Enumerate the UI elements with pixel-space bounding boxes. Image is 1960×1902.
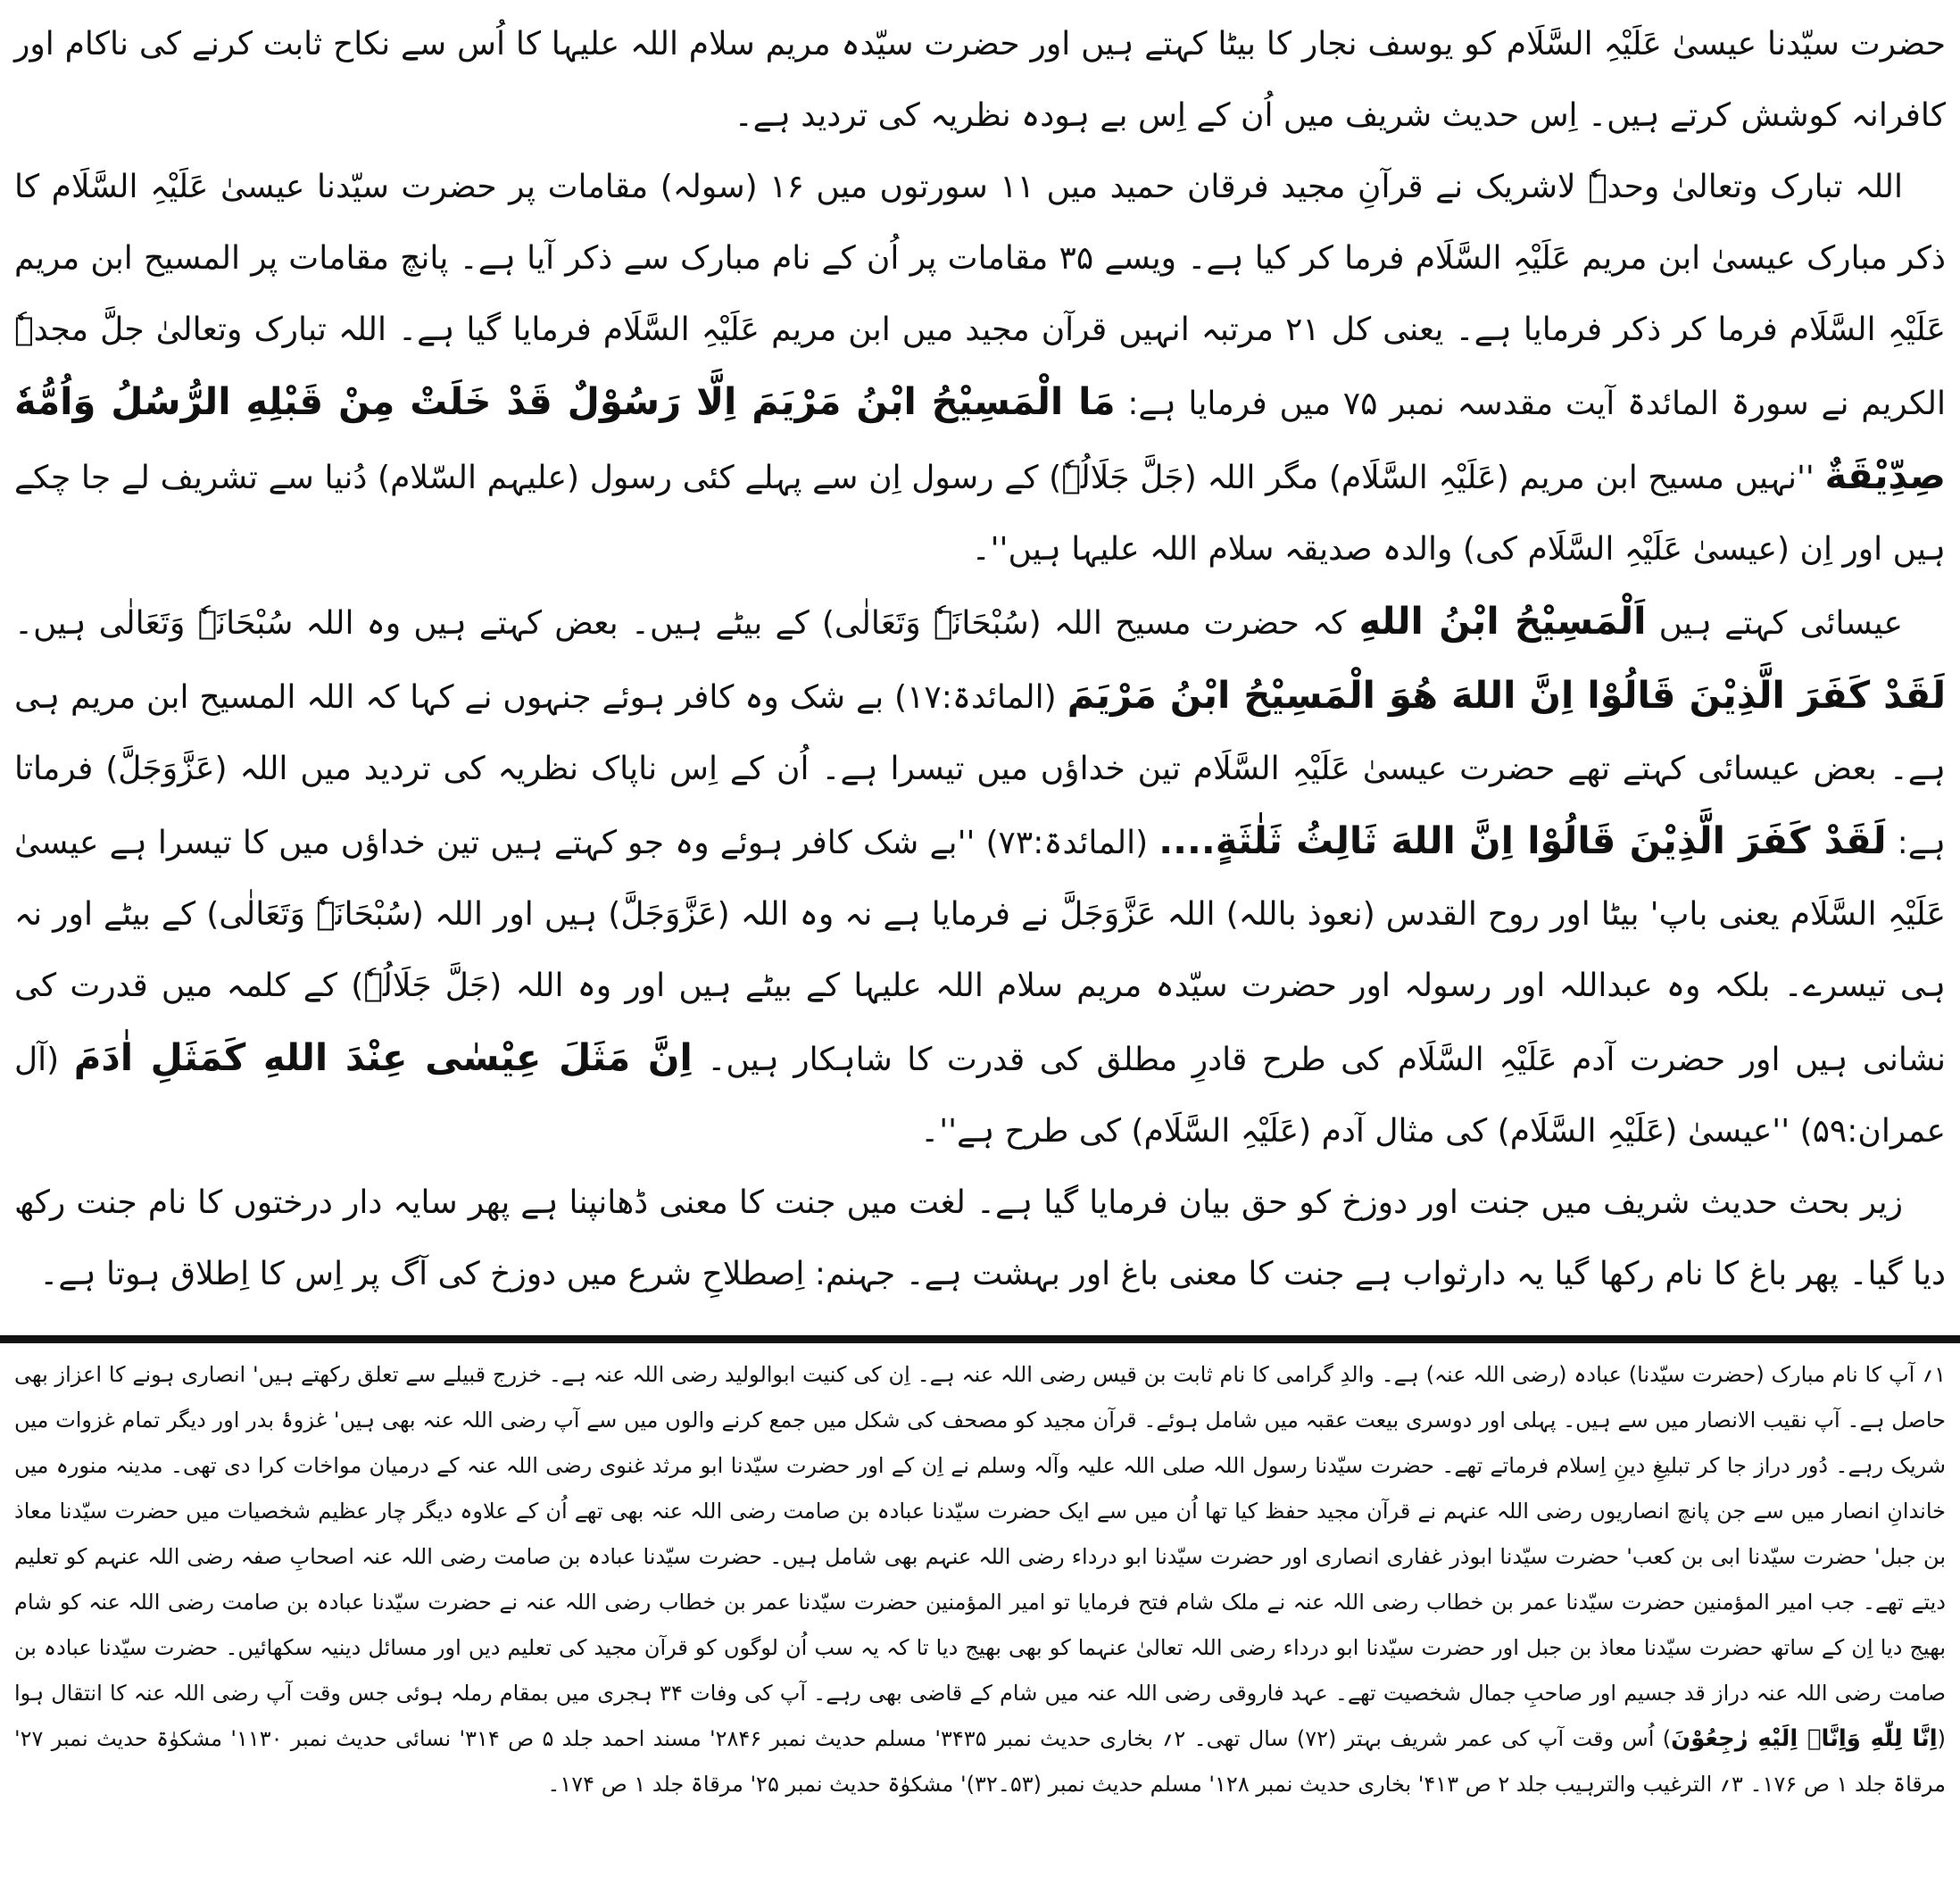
text-segment: اللہ تبارک وتعالیٰ وحدہٗ لاشریک نے قرآنِ مجید فرقان حمید میں ۱۱ سورتوں میں ۱۶ (سولہ) مقامات پر حضرت سیّدنا عیسیٰ عَلَیْہِ السَّلَام کا ذکر مبارک عیسیٰ ابن مریم عَلَیْہِ السَّلَام فرما کر کیا ہے۔ ویسے ۳۵ مقامات پر اُن کے نام مبارک سے ذکر آیا ہے۔ پانچ مقامات پر المسیح ابن مریم عَلَیْہِ السَّلَام فرما کر ذکر فرمایا ہے۔ یعنی کل ۲۱ مرتبہ انہیں قرآن مجید میں ابن مریم عَلَیْہِ السَّلَام فرمایا گیا ہے۔ اللہ تبارک وتعالیٰ جلَّ مجدہٗ الکریم نے سورۃ المائدۃ آیت مقدسہ نمبر ۷۵ میں فرمایا ہے:: [14, 169, 1947, 422]
text-segment: (المائدۃ:۷۳) ''بے شک کافر ہوئے وہ جو کہتے ہیں تین خداؤں میں کا تیسرا ہے عیسیٰ عَلَیْہِ السَّلَام یعنی باپ' بیٹا اور روح القدس (نعوذ باللہ) اللہ عَزَّوَجَلَّ نے فرمایا ہے نہ وہ اللہ (عَزَّوَجَلَّ) ہیں اور اللہ (سُبْحَانَہٗ وَتَعَالٰی) کے بیٹے اور نہ ہی تیسرے۔ بلکہ وہ عبداللہ اور رسولہ اور حضرت سیّدہ مریم سلام اللہ علیہا کے بیٹے ہیں اور وہ اللہ (جَلَّ جَلَالُہٗ) کے کلمہ میں قدرت کی نشانی ہیں اور حضرت آدم عَلَیْہِ السَّلَام کی طرح قادرِ مطلق کی قدرت کا شاہکار ہیں۔: [14, 825, 1946, 1078]
text-segment: (المائدۃ:۱۷) بے شک وہ کافر ہوئے جنہوں نے کہا کہ اللہ المسیح ابن مریم ہی ہے۔ بعض عیسائی کہتے تھے حضرت عیسیٰ عَلَیْہِ السَّلَام تین خداؤں میں تیسرا ہے۔ اُن کے اِس ناپاک نظریہ کی تردید میں اللہ (عَزَّوَجَلَّ) فرماتا ہے:: [14, 679, 1946, 861]
text-segment: زیر بحث حدیث شریف میں جنت اور دوزخ کو حق بیان فرمایا گیا ہے۔ لغت میں جنت کا معنی ڈھانپنا ہے پھر سایہ دار درختوں کا نام جنت رکھ دیا گیا۔ پھر باغ کا نام رکھا گیا یہ دارثواب ہے جنت کا معنی باغ اور بہشت ہے۔ جہنم: اِصطلاحِ شرع میں دوزخ کی آگ پر اِس کا اِطلاق ہوتا ہے۔: [14, 1184, 1946, 1292]
footnote-text-segment: ۱؍ آپ کا نام مبارک (حضرت سیّدنا) عبادہ (رضی اللہ عنہ) ہے۔ والدِ گرامی کا نام ثابت بن قیس رضی اللہ عنہ ہے۔ اِن کی کنیت ابوالولید رضی اللہ عنہ ہے۔ خزرج قبیلے سے تعلق رکھتے ہیں' انصاری ہونے کا اعزاز بھی حاصل ہے۔ آپ نقیب الانصار میں سے ہیں۔ پہلی اور دوسری بیعت عقبہ میں شامل ہوئے۔ قرآن مجید کو مصحف کی شکل میں جمع کرنے والوں میں سے آپ رضی اللہ عنہ بھی ہیں' غزوۂ بدر اور دیگر تمام غزوات میں شریک رہے۔ دُور دراز جا کر تبلیغِ دینِ اِسلام فرماتے تھے۔ حضرت سیّدنا رسول اللہ صلی اللہ علیہ وآلہ وسلم نے اِن کے اور حضرت سیّدنا ابو مرثد غنوی رضی اللہ عنہ کے درمیان مواخات کرا دی تھی۔ مدینہ منورہ میں خاندانِ انصار میں سے جن پانچ انصاریوں رضی اللہ عنہم نے قرآن مجید حفظ کیا تھا اُن میں سے ایک حضرت سیّدنا عبادہ بن صامت رضی اللہ عنہ بھی تھے اُن کے علاوہ دیگر چار عظیم شخصیات میں حضرت سیّدنا معاذ بن جبل' حضرت سیّدنا ابی بن کعب' حضرت سیّدنا ابوذر غفاری انصاری اور حضرت سیّدنا ابو درداء رضی اللہ عنہم بھی شامل ہیں۔ حضرت سیّدنا عبادہ بن صامت رضی اللہ عنہ اصحابِ صفہ رضی اللہ عنہم کو تعلیم دیتے تھے۔ جب امیر المؤمنین حضرت سیّدنا عمر بن خطاب رضی اللہ عنہ نے ملک شام فتح فرمایا تو امیر المؤمنین حضرت سیّدنا عمر بن خطاب رضی اللہ عنہ نے حضرت سیّدنا عبادہ بن صامت رضی اللہ عنہ کو شام بھیج دیا اِن کے ساتھ حضرت سیّدنا معاذ بن جبل اور حضرت سیّدنا ابو درداء رضی اللہ تعالیٰ عنہما کو بھی بھیج دیا تا کہ یہ سب اُن لوگوں کو قرآن مجید کی تعلیم دیں اور مسائل دینیہ سکھائیں۔ حضرت سیّدنا عبادہ بن صامت رضی اللہ عنہ دراز قد جسیم اور صاحبِ جمال شخصیت تھے۔ عہد فاروقی رضی اللہ عنہ میں شام کے قاضی بھی رہے۔ آپ کی وفات ۳۴ ہجری میں بمقام رملہ ہوئی جس وقت آپ رضی اللہ عنہ کا انتقال ہوا (: [14, 1362, 1947, 1751]
text-segment: عیسائی کہتے ہیں: [1646, 605, 1903, 642]
footnote-divider: [0, 1335, 1960, 1343]
quran-quote: لَقَدْ كَفَرَ الَّذِيْنَ قَالُوْا اِنَّ اللهَ هُوَ الْمَسِيْحُ ابْنُ مَرْيَمَ: [1067, 673, 1946, 717]
paragraph: [14, 9, 1946, 152]
text-segment: حضرت سیّدنا عیسیٰ عَلَیْہِ السَّلَام کو یوسف نجار کا بیٹا کہتے ہیں اور حضرت سیّدہ مریم سلام اللہ علیہا کا اُس سے نکاح ثابت کرنے کی ناکام اور کافرانہ کوشش کرتے ہیں۔ اِس حدیث شریف میں اُن کے اِس بے ہودہ نظریہ کی تردید ہے۔: [14, 26, 1946, 134]
footnotes-block: [0, 1349, 1960, 1807]
paragraph: [14, 1167, 1946, 1310]
quran-quote: اِنَّا لِلّٰهِ وَاِنَّاۤ اِلَيْهِ رٰجِعُوْنَ: [1671, 1725, 1938, 1752]
quran-quote: لَقَدْ كَفَرَ الَّذِيْنَ قَالُوْا اِنَّ اللهَ ثَالِثُ ثَلٰثَةٍ....: [1159, 818, 1887, 862]
quran-quote: مَا الْمَسِيْحُ ابْنُ مَرْيَمَ اِلَّا رَسُوْلٌ قَدْ خَلَتْ مِنْ قَبْلِهِ الرُّسُلُ وَاُمُّهٗ صِدِّيْقَةٌ: [14, 379, 1946, 497]
quran-quote: اِنَّ مَثَلَ عِيْسٰى عِنْدَ اللهِ كَمَثَلِ اٰدَمَ: [73, 1035, 693, 1079]
text-segment: کہ حضرت مسیح اللہ (سُبْحَانَہٗ وَتَعَالٰی) کے بیٹے ہیں۔ بعض کہتے ہیں وہ اللہ سُبْحَانَہٗ وَتَعَالٰی ہیں۔: [14, 605, 1359, 642]
paragraph: [14, 586, 1946, 1167]
arabic-phrase: اَلْمَسِيْحُ ابْنُ اللهِ: [1358, 599, 1647, 643]
footnote-paragraph: [14, 1352, 1946, 1807]
paragraph: [14, 152, 1946, 586]
footnote-text-segment: ) اُس وقت آپ کی عمر شریف بہتر (۷۲) سال تھی۔ ۲؍ بخاری حدیث نمبر ۳۴۳۵' مسلم حدیث نمبر ۲۸۴۶' مسند احمد جلد ۵ ص ۳۱۴' نسائی حدیث نمبر ۱۱۳۰' مشکوٰۃ حدیث نمبر ۲۷' مرقاۃ جلد ۱ ص ۱۷۶۔ ۳؍ الترغیب والترہیب جلد ۲ ص ۴۱۳' بخاری حدیث نمبر ۱۲۸' مسلم حدیث نمبر (۵۳۔۳۲)' مشکوٰۃ حدیث نمبر ۲۵' مرقاۃ جلد ۱ ص ۱۷۴۔: [14, 1726, 1946, 1797]
text-segment: (آل عمران:۵۹) ''عیسیٰ (عَلَیْہِ السَّلَام) کی مثال آدم (عَلَیْہِ السَّلَام) کی طرح ہے''۔: [14, 1042, 1946, 1150]
text-segment: ''نہیں مسیح ابن مریم (عَلَیْہِ السَّلَام) مگر اللہ (جَلَّ جَلَالُہٗ) کے رسول اِن سے پہلے کئی رسول (علیہم السّلام) دُنیا سے تشریف لے جا چکے ہیں اور اِن (عیسیٰ عَلَیْہِ السَّلَام کی) والدہ صدیقہ سلام اللہ علیہا ہیں''۔: [14, 460, 1946, 568]
